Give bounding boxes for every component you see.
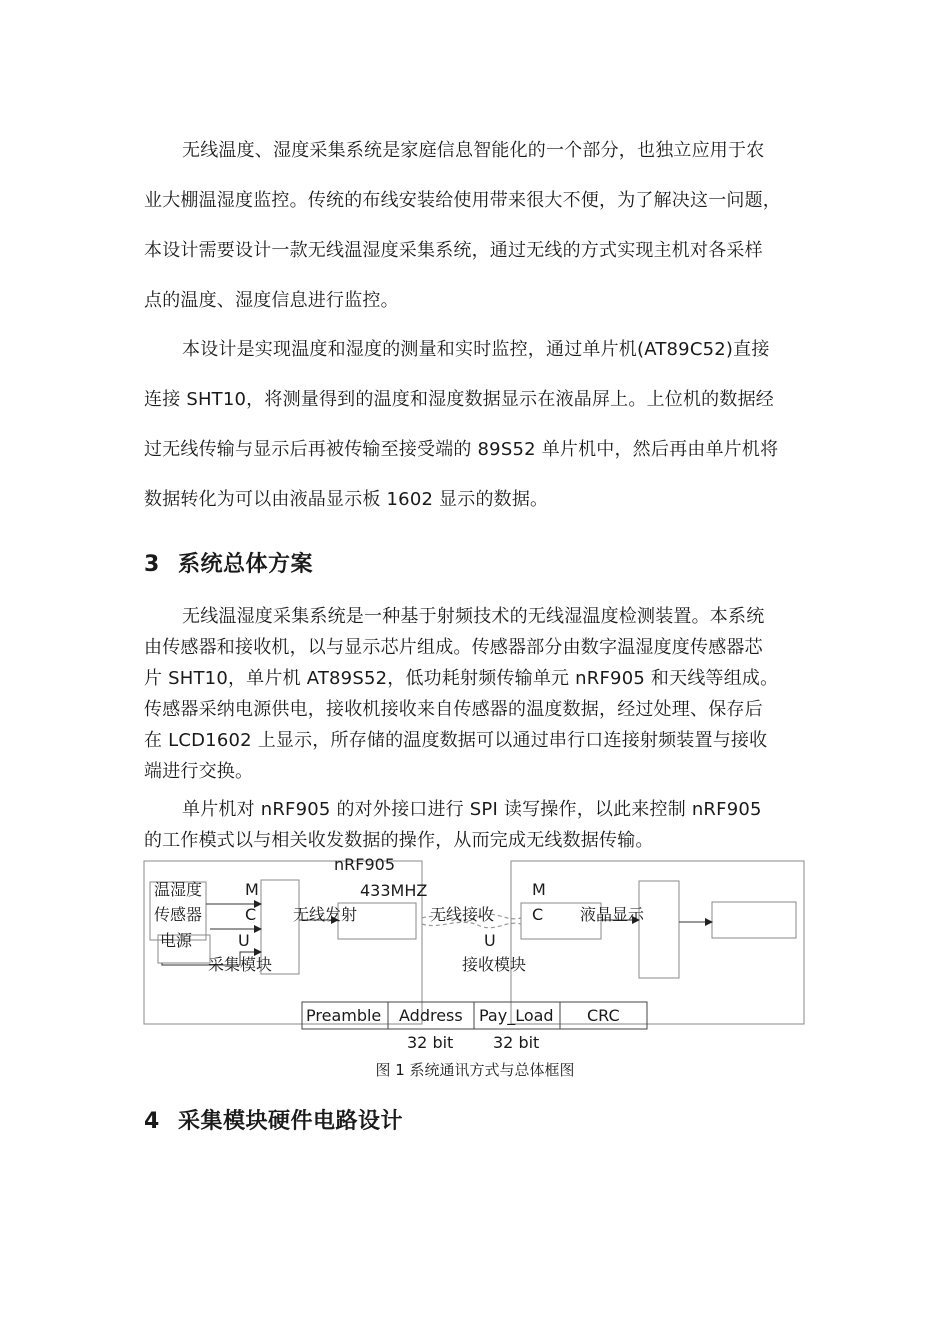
mcu-right-letter: M [532,880,546,899]
mcu-right-letter: C [532,905,544,924]
wireless-tx-label: 无线发射 [293,905,358,924]
text-line: 无线温湿度采集系统是一种基于射频技术的无线湿温度检测装置。本系统 [182,606,765,627]
address-bits-label: 32 bit [407,1033,454,1052]
mcu-right-letter: U [484,931,496,950]
mcu-left-letter: M [245,880,259,899]
collect-module-label: 采集模块 [208,955,273,974]
text-line: 连接 SHT10，将测量得到的温度和湿度数据显示在液晶屏上。上位机的数据经 [144,389,774,410]
paragraph-spi [144,794,808,856]
section-heading-3 [144,547,313,578]
text-line: 由传感器和接收机，以与显示芯片组成。传感器部分由数字温湿度度传感器芯 [144,637,763,658]
text-line: 无线温度、湿度采集系统是家庭信息智能化的一个部分，也独立应用于农 [182,140,765,161]
mcu-left-letter: U [238,931,250,950]
mcu-right-box [639,881,679,978]
text-line: 业大棚温湿度监控。传统的布线安装给使用带来很大不便，为了解决这一问题， [144,190,781,211]
text-line: 单片机对 nRF905 的对外接口进行 SPI 读写操作，以此来控制 nRF905 [182,799,762,820]
figure-caption: 图 1 系统通讯方式与总体框图 [375,1061,575,1079]
text-line: 本设计需要设计一款无线温湿度采集系统，通过无线的方式实现主机对各采样 [144,240,763,261]
sensor-label: 温湿度 [154,880,203,899]
system-block-diagram [140,852,820,1092]
payload-bits-label: 32 bit [493,1033,540,1052]
text-line: 本设计是实现温度和湿度的测量和实时监控，通过单片机(AT89C52)直接 [182,339,770,360]
text-line: 点的温度、湿度信息进行监控。 [144,290,399,311]
wireless-rx-label: 无线接收 [430,905,495,924]
mcu-left-letter: C [245,905,257,924]
rf-freq-label: 433MHZ [360,881,428,900]
lcd-label: 液晶显示 [580,905,645,924]
text-line: 的工作模式以与相关收发数据的操作，从而完成无线数据传输。 [144,830,654,851]
receive-module-label: 接收模块 [462,955,527,974]
section-title: 系统总体方案 [178,552,314,577]
power-label: 电源 [160,931,193,950]
text-line: 传感器采纳电源供电，接收机接收来自传感器的温度数据，经过处理、保存后 [144,699,763,720]
packet-field-preamble: Preamble [306,1006,382,1025]
section-number: 3 [144,552,160,577]
text-line: 过无线传输与显示后再被传输至接受端的 89S52 单片机中，然后再由单片机将 [144,439,779,460]
paragraph-system-overview [144,601,808,787]
packet-field-payload: Pay_Load [479,1006,554,1025]
paragraph-design [144,325,808,525]
sensor-label: 传感器 [154,905,203,924]
text-line: 片 SHT10，单片机 AT89S52，低功耗射频传输单元 nRF905 和天线等组成。 [144,668,779,689]
section-title: 采集模块硬件电路设计 [178,1109,404,1134]
text-line: 端进行交换。 [144,761,254,782]
text-line: 数据转化为可以由液晶显示板 1602 显示的数据。 [144,489,549,510]
section-heading-4 [144,1104,403,1135]
packet-field-crc: CRC [587,1006,620,1025]
lcd-box [712,902,796,938]
paragraph-intro [144,126,808,326]
packet-field-address: Address [399,1006,463,1025]
rf-chip-label: nRF905 [334,855,395,874]
text-line: 在 LCD1602 上显示，所存储的温度数据可以通过串行口连接射频装置与接收 [144,730,768,751]
section-number: 4 [144,1109,160,1134]
receiver-frame [511,861,804,1024]
